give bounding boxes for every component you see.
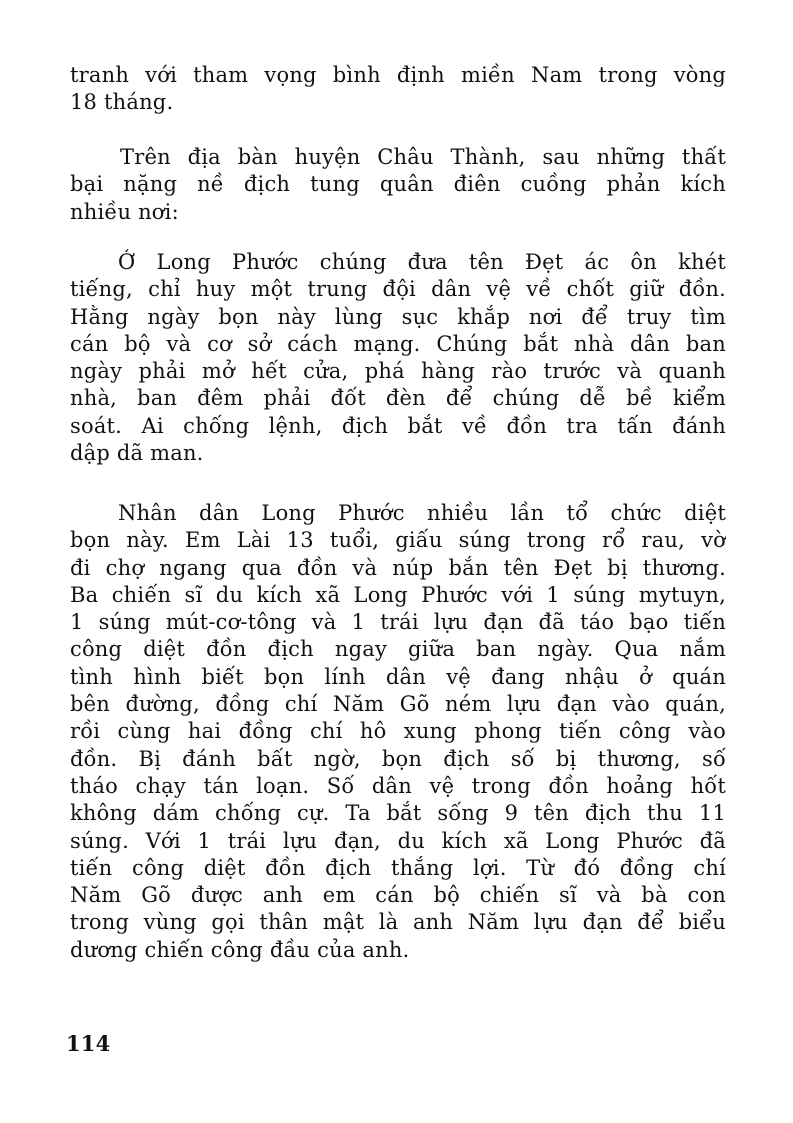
- text-line: công diệt đồn địch ngay giữa ban ngày. Qua nắm: [70, 637, 726, 662]
- text-line: tranh với tham vọng bình định miền Nam trong vòng: [70, 63, 726, 87]
- text-line: nhà, ban đêm phải đốt đèn để chúng dễ bề kiểm: [70, 386, 726, 411]
- text-line: bại nặng nề địch tung quân điên cuồng phản kích: [70, 172, 726, 197]
- text-line: Năm Gõ được anh em cán bộ chiến sĩ và bà con: [70, 883, 726, 908]
- text-line: dập dã man.: [70, 441, 204, 466]
- text-line: súng. Với 1 trái lựu đạn, du kích xã Long Phước đã: [70, 828, 726, 853]
- text-line: đi chợ ngang qua đồn và núp bắn tên Đẹt bị thương.: [70, 555, 726, 580]
- text-line: Ba chiến sĩ du kích xã Long Phước với 1 súng mytuyn,: [70, 582, 726, 607]
- text-line: 18 tháng.: [70, 90, 174, 115]
- text-line: tình hình biết bọn lính dân vệ đang nhậu ở quán: [70, 664, 726, 689]
- text-line: ngày phải mở hết cửa, phá hàng rào trước và quanh: [70, 359, 726, 384]
- text-line: Trên địa bàn huyện Châu Thành, sau những thất: [120, 145, 726, 169]
- text-line: Hằng ngày bọn này lùng sục khắp nơi để truy tìm: [70, 304, 726, 329]
- page-number: 114: [66, 1031, 111, 1056]
- paragraph-long-phuoc: [70, 249, 726, 467]
- text-line: soát. Ai chống lệnh, địch bắt về đồn tra tấn đánh: [70, 413, 726, 438]
- text-line: 1 súng mút-cơ-tông và 1 trái lựu đạn đã táo bạo tiến: [70, 610, 726, 635]
- paragraph-nhan-dan: [70, 500, 726, 964]
- paragraph-chau-thanh: [70, 144, 726, 226]
- text-line: cán bộ và cơ sở cách mạng. Chúng bắt nhà dân ban: [70, 331, 726, 356]
- text-line: tiến công diệt đồn địch thắng lợi. Từ đó đồng chí: [70, 855, 726, 880]
- text-line: Ở Long Phước chúng đưa tên Đẹt ác ôn khét: [118, 250, 726, 274]
- text-line: bên đường, đồng chí Năm Gõ ném lựu đạn vào quán,: [70, 692, 726, 717]
- text-line: trong vùng gọi thân mật là anh Năm lựu đạn để biểu: [70, 910, 726, 935]
- paragraph-continuation: [70, 62, 726, 117]
- text-line: không dám chống cự. Ta bắt sống 9 tên địch thu 11: [70, 801, 726, 826]
- text-line: tiếng, chỉ huy một trung đội dân vệ về chốt giữ đồn.: [70, 277, 726, 302]
- text-line: dương chiến công đầu của anh.: [70, 937, 410, 962]
- text-line: bọn này. Em Lài 13 tuổi, giấu súng trong rổ rau, vờ: [70, 528, 726, 553]
- text-line: nhiều nơi:: [70, 199, 179, 224]
- text-line: đồn. Bị đánh bất ngờ, bọn địch số bị thương, số: [70, 746, 726, 771]
- text-line: tháo chạy tán loạn. Số dân vệ trong đồn hoảng hốt: [70, 773, 726, 798]
- text-line: Nhân dân Long Phước nhiều lần tổ chức diệt: [118, 501, 726, 525]
- text-line: rồi cùng hai đồng chí hô xung phong tiến công vào: [70, 719, 726, 744]
